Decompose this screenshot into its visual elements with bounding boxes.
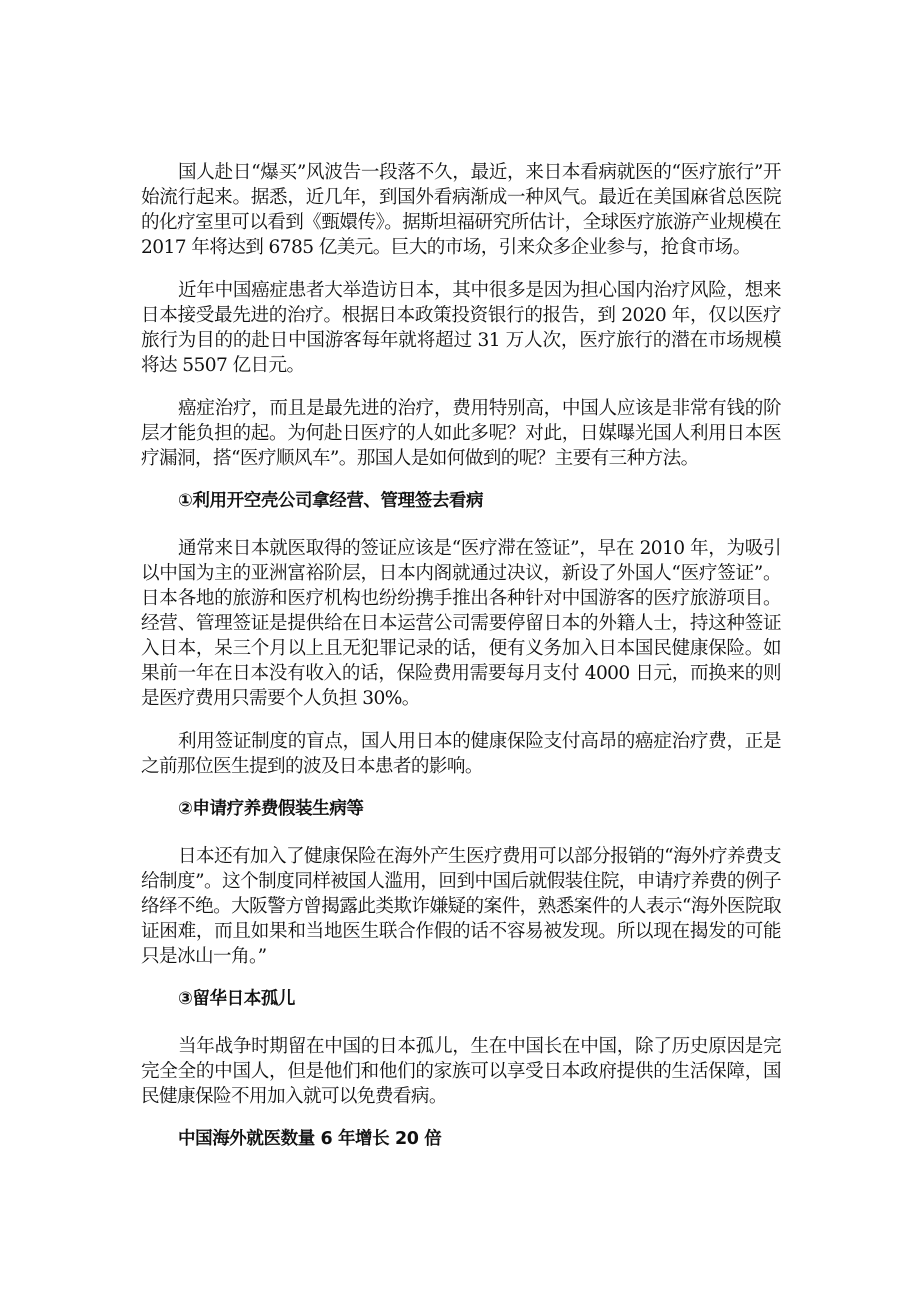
paragraph: 癌症治疗，而且是最先进的治疗，费用特别高，中国人应该是非常有钱的阶层才能负担的起。为何赴日医疗的人如此多呢？对此，日媒曝光国人利用日本医疗漏洞，搭“医疗顺风车”。那国人是如何做到的呢？主要有三种方法。	[141, 398, 781, 469]
section-heading-1: ①利用开空壳公司拿经营、管理签去看病	[178, 491, 484, 511]
paragraph: 近年中国癌症患者大举造访日本，其中很多是因为担心国内治疗风险，想来日本接受最先进的治疗。根据日本政策投资银行的报告，到 2020 年，仅以医疗旅行为目的的赴日中国游客每年就将超过 31 万人次，医疗旅行的潜在市场规模将达 5507 亿日元。	[141, 280, 781, 376]
paragraph: 当年战争时期留在中国的日本孤儿，生在中国长在中国，除了历史原因是完完全全的中国人，但是他们和他们的家族可以享受日本政府提供的生活保障，国民健康保险不用加入就可以免费看病。	[141, 1036, 781, 1107]
section-heading-3: ③留华日本孤儿	[178, 989, 296, 1009]
section-heading-2: ②申请疗养费假装生病等	[178, 799, 364, 819]
paragraph: 日本还有加入了健康保险在海外产生医疗费用可以部分报销的“海外疗养费支给制度”。这个制度同样被国人滥用，回到中国后就假装住院，申请疗养费的例子络绎不绝。大阪警方曾揭露此类欺诈嫌疑的案件，熟悉案件的人表示“海外医院取证困难，而且如果和当地医生联合作假的话不容易被发现。所以现在揭发的可能只是冰山一角。”	[141, 846, 781, 967]
paragraph: 通常来日本就医取得的签证应该是“医疗滞在签证”，早在 2010 年，为吸引以中国为主的亚洲富裕阶层，日本内阁就通过决议，新设了外国人“医疗签证”。日本各地的旅游和医疗机构也纷纷携手推出各种针对中国游客的医疗旅游项目。经营、管理签证是提供给在日本运营公司需要停留日本的外籍人士，持这种签证入日本，呆三个月以上且无犯罪记录的话，便有义务加入日本国民健康保险。如果前一年在日本没有收入的话，保险费用需要每月支付 4000 日元，而换来的则是医疗费用只需要个人负担 30%。	[141, 538, 781, 709]
article-body	[141, 160, 781, 1174]
paragraph: 利用签证制度的盲点，国人用日本的健康保险支付高昂的癌症治疗费，正是之前那位医生提到的波及日本患者的影响。	[141, 731, 781, 777]
section-heading-4: 中国海外就医数量 6 年增长 20 倍	[178, 1129, 442, 1149]
paragraph: 国人赴日“爆买”风波告一段落不久，最近，来日本看病就医的“医疗旅行”开始流行起来。据悉，近几年，到国外看病渐成一种风气。最近在美国麻省总医院的化疗室里可以看到《甄嬛传》。据斯坦福研究所估计，全球医疗旅游产业规模在 2017 年将达到 6785 亿美元。巨大的市场，引来众多企业参与，抢食市场。	[141, 162, 781, 258]
